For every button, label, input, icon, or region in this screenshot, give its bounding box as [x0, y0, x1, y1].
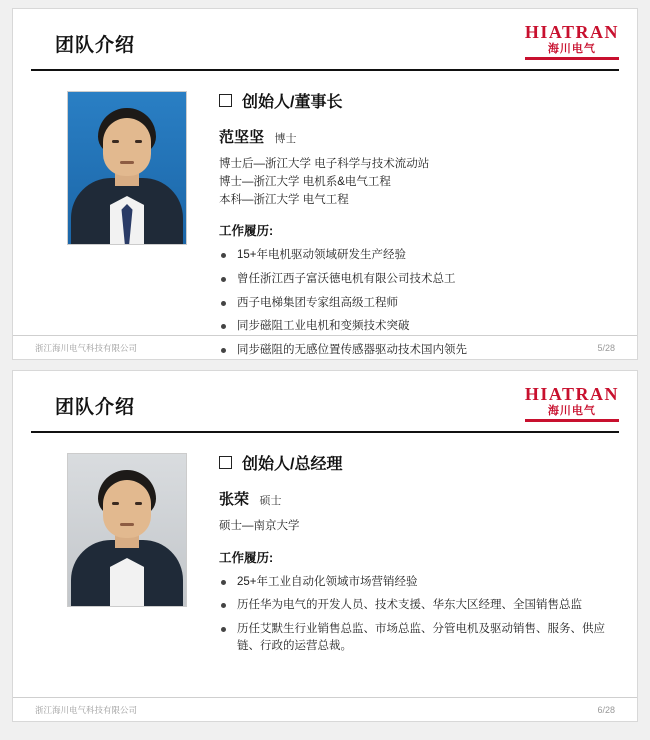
portrait-eye-right: [135, 140, 142, 143]
portrait-collar: [96, 194, 158, 244]
logo-underline: [525, 419, 619, 422]
education-item: 硕士—南京大学: [219, 520, 300, 532]
portrait-mouth: [120, 161, 134, 164]
page-title: 团队介绍: [55, 34, 136, 56]
slide-header: [31, 17, 619, 71]
role-label: 创始人/董事长: [242, 94, 343, 111]
education-item: 本科—浙江大学 电气工程: [219, 193, 349, 206]
logo-sub-text: 海川电气: [547, 405, 596, 417]
avatar: [67, 453, 187, 607]
portrait-face: [103, 480, 151, 538]
portrait-collar: [96, 556, 158, 606]
role-label: 创始人/总经理: [242, 456, 343, 473]
person-name-line: [219, 488, 619, 509]
list-item: 历任华为电气的开发人员、技术支援、华东大区经理、全国销售总监: [219, 597, 619, 614]
page-title: 团队介绍: [55, 396, 136, 418]
slide-body: [13, 433, 637, 662]
list-item: 同步磁阻工业电机和变频技术突破: [219, 318, 619, 335]
portrait-eye-right: [135, 502, 142, 505]
list-item: 曾任浙江西子富沃德电机有限公司技术总工: [219, 271, 619, 288]
slide-footer: [13, 697, 637, 721]
list-item: 同步磁阻的无感位置传感器驱动技术国内领先: [219, 342, 619, 359]
portrait-eye-left: [112, 502, 119, 505]
list-item: 15+年电机驱动领域研发生产经验: [219, 247, 619, 264]
portrait-container: [67, 453, 187, 662]
education-item: 博士—浙江大学 电机系&电气工程: [219, 175, 391, 188]
footer-page-number: 6/28: [597, 704, 615, 715]
experience-heading: 工作履历:: [219, 224, 274, 239]
slide-footer: [13, 335, 637, 359]
person-name-line: [219, 126, 619, 147]
list-item: 25+年工业自动化领域市场营销经验: [219, 574, 619, 591]
role-heading: [219, 451, 619, 474]
education-item: 博士后—浙江大学 电子科学与技术流动站: [219, 158, 430, 170]
slide-1: [12, 8, 638, 360]
logo-main-text: HIATRAN: [524, 22, 619, 42]
person-name: 张荣: [219, 491, 250, 508]
slide-body: [13, 71, 637, 360]
logo-main-text: HIATRAN: [524, 384, 619, 404]
portrait-container: [67, 91, 187, 360]
experience-heading: 工作履历:: [219, 550, 274, 565]
profile-content: [187, 451, 619, 662]
list-item: 历任艾默生行业销售总监、市场总监、分管电机及驱动销售、服务、供应链、行政的运营总裁。: [219, 621, 619, 654]
square-bullet-icon: [219, 94, 232, 107]
footer-page-number: 5/28: [597, 342, 615, 353]
role-heading: [219, 89, 619, 112]
footer-company: 浙江海川电气科技有限公司: [35, 342, 138, 353]
brand-logo: [525, 385, 619, 422]
slide-2: [12, 370, 638, 722]
footer-company: 浙江海川电气科技有限公司: [35, 704, 138, 715]
brand-logo: [525, 23, 619, 60]
slide-header: [31, 379, 619, 433]
square-bullet-icon: [219, 456, 232, 469]
experience-list: [219, 574, 619, 655]
logo-underline: [525, 57, 619, 60]
logo-sub-text: 海川电气: [547, 43, 596, 55]
portrait-mouth: [120, 523, 134, 526]
person-degree: 硕士: [259, 495, 282, 507]
person-name: 范坚坚: [219, 129, 265, 146]
profile-content: [187, 89, 619, 360]
portrait-eye-left: [112, 140, 119, 143]
avatar: [67, 91, 187, 245]
list-item: 西子电梯集团专家组高级工程师: [219, 295, 619, 312]
portrait-face: [103, 118, 151, 176]
person-degree: 博士: [274, 133, 297, 145]
